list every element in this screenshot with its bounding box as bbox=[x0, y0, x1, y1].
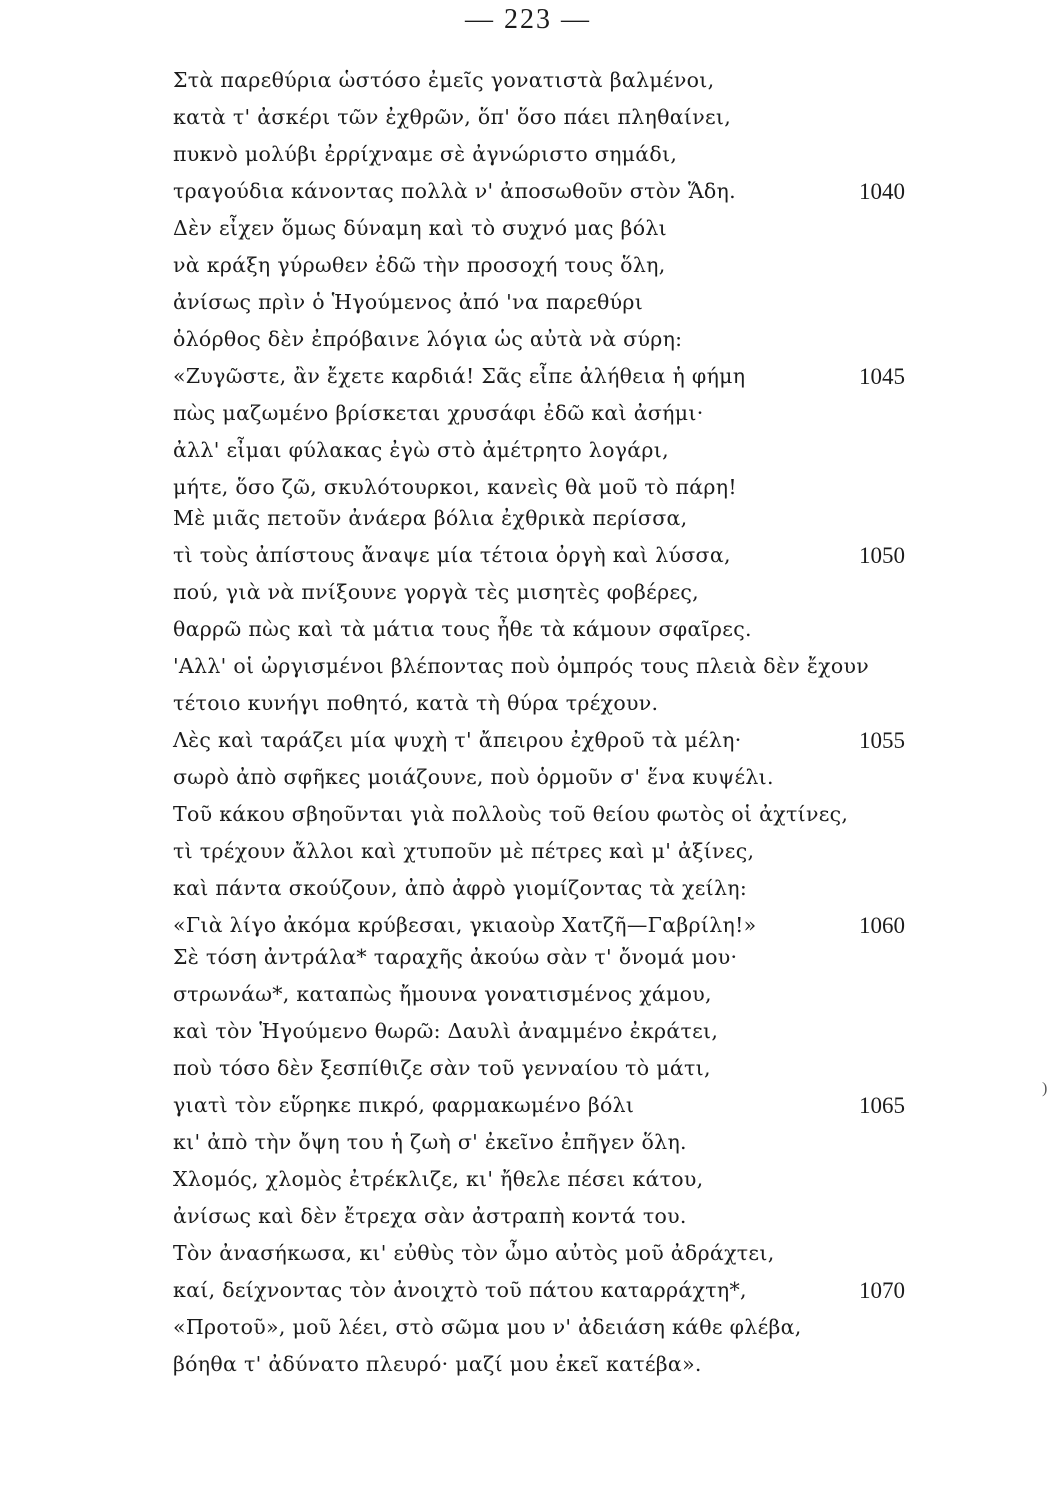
line-number: 1050 bbox=[859, 543, 905, 568]
verse-line bbox=[173, 173, 933, 210]
verse-text: τέτοιο κυνήγι ποθητό, κατὰ τὴ θύρα τρέχουν. bbox=[173, 691, 659, 715]
verse-text: γιατὶ τὸν εὕρηκε πικρό, φαρμακωμένο βόλι bbox=[173, 1093, 635, 1117]
verse-text: πυκνὸ μολύβι ἐρρίχναμε σὲ ἀγνώριστο σημάδι, bbox=[173, 142, 678, 166]
verse-text: καί, δείχνοντας τὸν ἀνοιχτὸ τοῦ πάτου καταρράχτη*, bbox=[173, 1278, 747, 1302]
verse-line bbox=[173, 574, 933, 611]
verse-line bbox=[173, 1198, 933, 1235]
verse-text: τὶ τοὺς ἀπίστους ἄναψε μία τέτοια ὀργὴ καὶ λύσσα, bbox=[173, 543, 731, 567]
verse-text: «Προτοῦ», μοῦ λέει, στὸ σῶμα μου ν' ἀδειάση κάθε φλέβα, bbox=[173, 1315, 802, 1339]
verse-text: στρωνάω*, καταπὼς ἤμουνα γονατισμένος χάμου, bbox=[173, 982, 712, 1006]
verse-line bbox=[173, 722, 933, 759]
stanza-2 bbox=[173, 500, 933, 944]
verse-text: Λὲς καὶ ταράζει μία ψυχὴ τ' ἄπειρου ἐχθροῦ τὰ μέλη· bbox=[173, 728, 742, 752]
verse-text: σωρὸ ἀπὸ σφῆκες μοιάζουνε, ποὺ ὁρμοῦν σ' ἕνα κυψέλι. bbox=[173, 765, 774, 789]
verse-text: Μὲ μιᾶς πετοῦν ἀνάερα βόλια ἐχθρικὰ περίσσα, bbox=[173, 506, 688, 530]
verse-line bbox=[173, 1050, 933, 1087]
verse-text: 'Αλλ' οἱ ὠργισμένοι βλέποντας ποὺ ὀμπρός τους πλειὰ δὲν ἔχουν bbox=[173, 654, 870, 678]
verse-line bbox=[173, 210, 933, 247]
verse-text: θαρρῶ πὼς καὶ τὰ μάτια τους ἦθε τὰ κάμουν σφαῖρες. bbox=[173, 617, 752, 641]
verse-text: καὶ τὸν Ἡγούμενο θωρῶ: Δαυλὶ ἀναμμένο ἐκράτει, bbox=[173, 1019, 719, 1043]
verse-text: τραγούδια κάνοντας πολλὰ ν' ἀποσωθοῦν στὸν Ἅδη. bbox=[173, 179, 736, 203]
verse-line bbox=[173, 976, 933, 1013]
verse-line bbox=[173, 284, 933, 321]
verse-text: κι' ἀπὸ τὴν ὄψη του ἡ ζωὴ σ' ἐκεῖνο ἐπῆγεν ὅλη. bbox=[173, 1130, 687, 1154]
page-number: — 223 — bbox=[465, 4, 591, 35]
verse-line bbox=[173, 358, 933, 395]
verse-line bbox=[173, 759, 933, 796]
line-number: 1055 bbox=[859, 728, 905, 753]
verse-line bbox=[173, 99, 933, 136]
verse-text: ἀνίσως πρὶν ὁ Ἡγούμενος ἀπό 'να παρεθύρι bbox=[173, 290, 644, 314]
verse-line bbox=[173, 136, 933, 173]
verse-text: Τοῦ κάκου σβηοῦνται γιὰ πολλοὺς τοῦ θείου φωτὸς οἱ ἀχτίνες, bbox=[173, 802, 849, 826]
verse-line bbox=[173, 611, 933, 648]
verse-text: βόηθα τ' ἀδύνατο πλευρό· μαζί μου ἐκεῖ κατέβα». bbox=[173, 1352, 702, 1376]
line-number: 1065 bbox=[859, 1093, 905, 1118]
verse-text: ποὺ τόσο δὲν ξεσπίθιζε σὰν τοῦ γενναίου τὸ μάτι, bbox=[173, 1056, 711, 1080]
verse-line bbox=[173, 1346, 933, 1383]
verse-line bbox=[173, 1235, 933, 1272]
verse-line bbox=[173, 796, 933, 833]
verse-line bbox=[173, 833, 933, 870]
verse-text: «Γιὰ λίγο ἀκόμα κρύβεσαι, γκιαοὺρ Χατζῆ—Γαβρίλη!» bbox=[173, 913, 757, 937]
verse-text: καὶ πάντα σκούζουν, ἀπὸ ἀφρὸ γιομίζοντας τὰ χείλη: bbox=[173, 876, 748, 900]
verse-line bbox=[173, 395, 933, 432]
verse-line bbox=[173, 1161, 933, 1198]
verse-text: Δὲν εἶχεν ὅμως δύναμη καὶ τὸ συχνό μας βόλι bbox=[173, 216, 667, 240]
verse-line bbox=[173, 1124, 933, 1161]
verse-text: Στὰ παρεθύρια ὡστόσο ἐμεῖς γονατιστὰ βαλμένοι, bbox=[173, 68, 715, 92]
verse-text: Τὸν ἀνασήκωσα, κι' εὐθὺς τὸν ὦμο αὐτὸς μοῦ ἀδράχτει, bbox=[173, 1241, 775, 1265]
line-number: 1070 bbox=[859, 1278, 905, 1303]
verse-line bbox=[173, 1087, 933, 1124]
verse-line bbox=[173, 62, 933, 99]
verse-text: Σὲ τόση ἀντράλα* ταραχῆς ἀκούω σὰν τ' ὄνομά μου· bbox=[173, 945, 738, 969]
verse-text: ἀλλ' εἶμαι φύλακας ἐγὼ στὸ ἀμέτρητο λογάρι, bbox=[173, 438, 669, 462]
verse-text: πὼς μαζωμένο βρίσκεται χρυσάφι ἐδῶ καὶ ἀσήμι· bbox=[173, 401, 704, 425]
verse-line bbox=[173, 648, 933, 685]
verse-text: Χλομός, χλομὸς ἐτρέκλιζε, κι' ἤθελε πέσει κάτου, bbox=[173, 1167, 704, 1191]
verse-line bbox=[173, 1013, 933, 1050]
verse-text: πού, γιὰ νὰ πνίξουνε γοργὰ τὲς μισητὲς φοβέρες, bbox=[173, 580, 699, 604]
verse-text: ὁλόρθος δὲν ἐπρόβαινε λόγια ὡς αὐτὰ νὰ σύρη: bbox=[173, 327, 683, 351]
verse-line bbox=[173, 939, 933, 976]
stanza-1 bbox=[173, 62, 933, 506]
line-number: 1060 bbox=[859, 913, 905, 938]
verse-line bbox=[173, 685, 933, 722]
verse-text: μήτε, ὅσο ζῶ, σκυλότουρκοι, κανεὶς θὰ μοῦ τὸ πάρη! bbox=[173, 475, 737, 499]
verse-text: ἀνίσως καὶ δὲν ἔτρεχα σὰν ἀστραπὴ κοντά του. bbox=[173, 1204, 687, 1228]
stanza-3 bbox=[173, 939, 933, 1383]
verse-line bbox=[173, 432, 933, 469]
verse-text: τὶ τρέχουν ἄλλοι καὶ χτυποῦν μὲ πέτρες καὶ μ' ἀξίνες, bbox=[173, 839, 755, 863]
verse-line bbox=[173, 321, 933, 358]
verse-line bbox=[173, 500, 933, 537]
verse-line bbox=[173, 537, 933, 574]
verse-text: κατὰ τ' ἀσκέρι τῶν ἐχθρῶν, ὅπ' ὅσο πάει πληθαίνει, bbox=[173, 105, 732, 129]
margin-mark: ) bbox=[1042, 1080, 1048, 1097]
verse-line bbox=[173, 870, 933, 907]
verse-text: νὰ κράξη γύρωθεν ἐδῶ τὴν προσοχή τους ὅλη, bbox=[173, 253, 666, 277]
line-number: 1045 bbox=[859, 364, 905, 389]
line-number: 1040 bbox=[859, 179, 905, 204]
verse-line bbox=[173, 1309, 933, 1346]
verse-text: «Ζυγῶστε, ἂν ἔχετε καρδιά! Σᾶς εἶπε ἀλήθεια ἡ φήμη bbox=[173, 364, 746, 388]
verse-line bbox=[173, 247, 933, 284]
verse-line bbox=[173, 1272, 933, 1309]
